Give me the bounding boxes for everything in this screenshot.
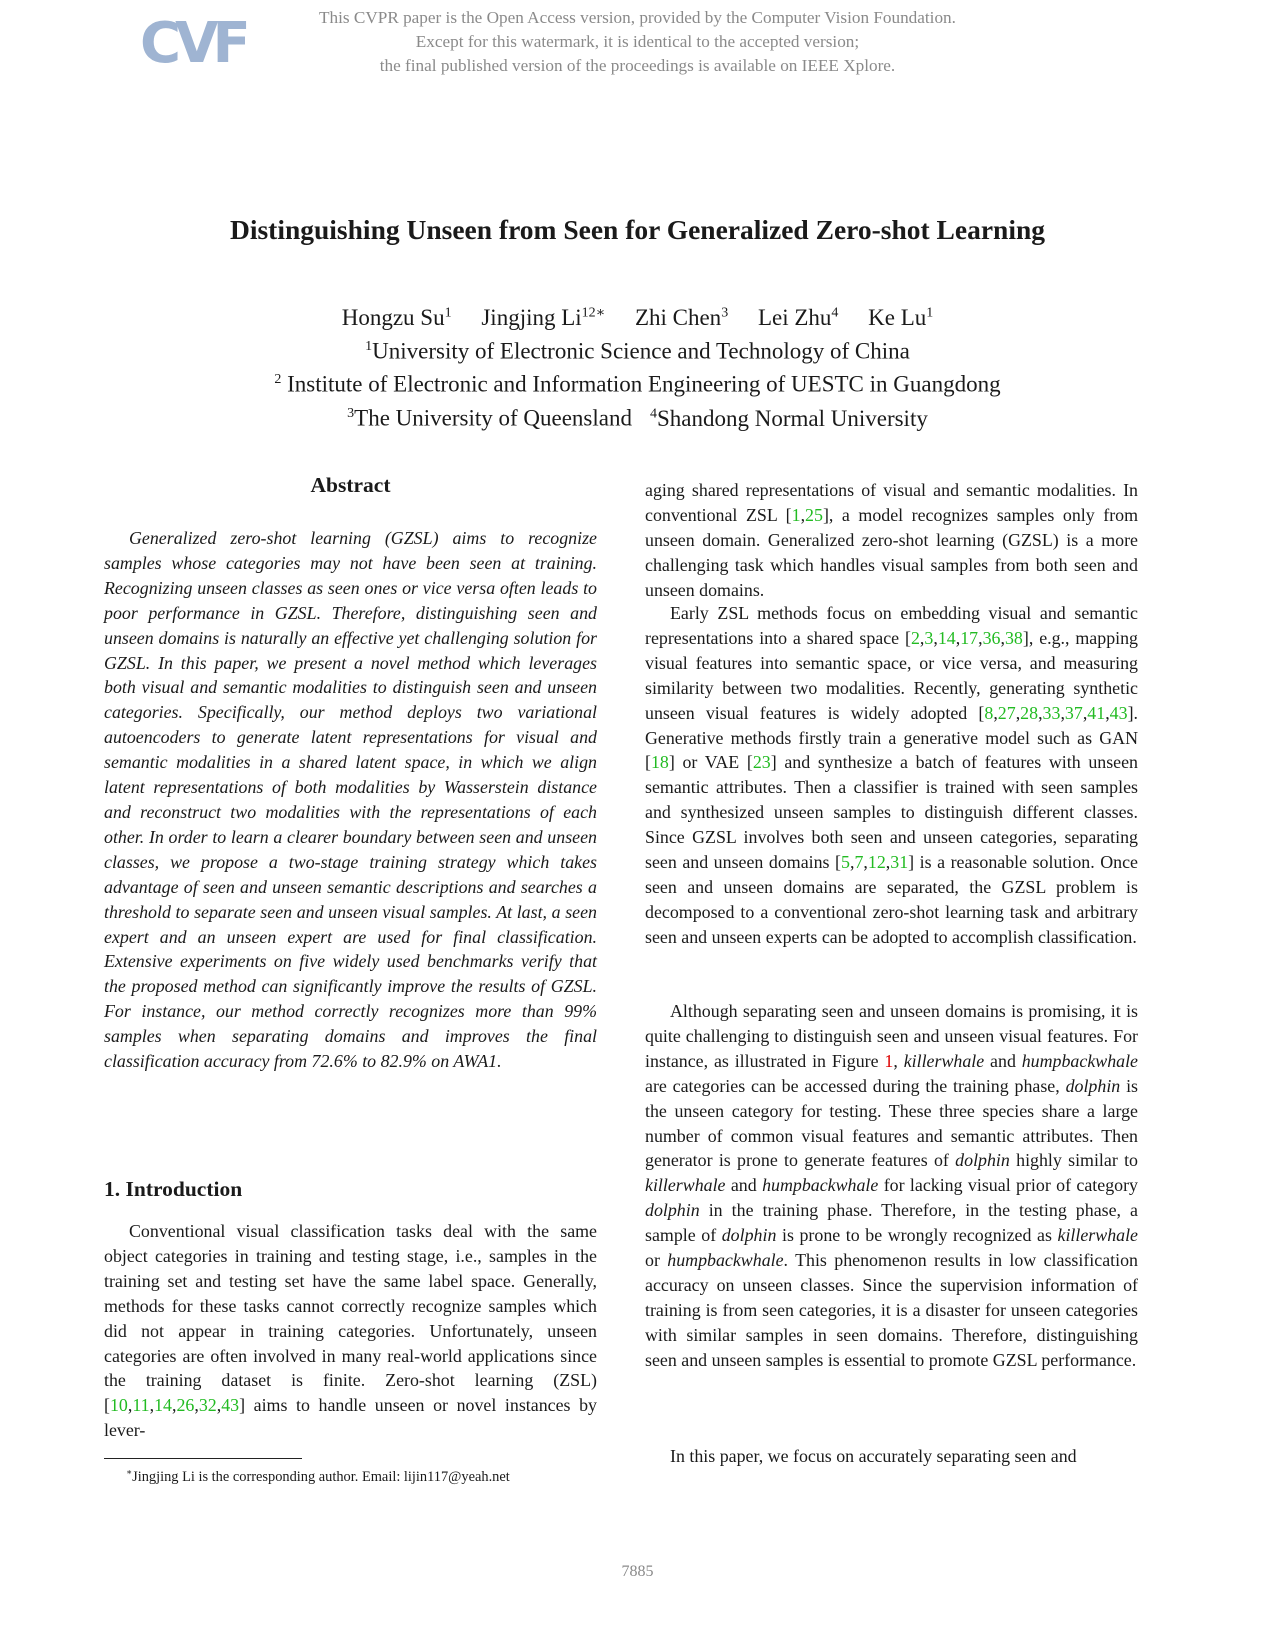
citation-separator: , <box>978 627 983 648</box>
citation-separator: , <box>993 702 998 723</box>
abstract-heading: Abstract <box>310 473 391 497</box>
citation-link[interactable]: 3 <box>924 627 934 648</box>
citation-separator: , <box>1038 702 1043 723</box>
citation-list <box>792 505 823 525</box>
citation-link[interactable]: 5 <box>841 852 850 873</box>
abstract-text: Generalized zero-shot learning (GZSL) aims to recognize samples whose categories may not have been seen at training. Recognizing unseen classes as seen ones or vice versa often leads to poor performance in GZSL. Therefore, distinguishing seen and unseen domains is naturally an effective yet challenging solution for GZSL. In this paper, we present a novel method which leverages both visual and semantic modalities to distinguish seen and unseen categories. Specifically, our method deploys two variational autoencoders to generate latent representations for visual and semantic modalities in a shared latent space, in which we align latent representations of both modalities by Wasserstein distance and reconstruct two modalities with the representations of each other. In order to learn a clearer boundary between seen and unseen classes, we propose a two-stage training strategy which takes advantage of seen and unseen semantic descriptions and searches a threshold to separate seen and unseen visual samples. At last, a seen expert and an unseen expert are used for final classification. Extensive experiments on five widely used benchmarks verify that the proposed method can significantly improve the results of GZSL. For instance, our method correctly recognizes more than 99% samples when separating domains and improves the final classification accuracy from 72.6% to 82.9% on AWA1. <box>104 528 597 1072</box>
intro-paragraph-4: In this paper, we focus on accurately separating seen and <box>670 1446 1077 1466</box>
citation-link[interactable]: 7 <box>854 852 864 873</box>
citation-link[interactable]: 18 <box>650 752 669 773</box>
citation-link[interactable]: 37 <box>1064 702 1083 723</box>
page-number: 7885 <box>621 1563 654 1580</box>
citation-link[interactable]: 1 <box>791 504 801 525</box>
citation-link[interactable]: 25 <box>805 504 823 525</box>
citation-link[interactable]: 8 <box>984 702 994 723</box>
citation-link[interactable]: 14 <box>154 1395 172 1416</box>
citation-link[interactable]: 43 <box>221 1395 240 1416</box>
author-block <box>0 298 1275 433</box>
citation-separator: , <box>127 1395 133 1416</box>
citation-link[interactable]: 27 <box>997 702 1016 723</box>
citation-separator: , <box>216 1395 222 1416</box>
citation-link[interactable]: 10 <box>109 1395 128 1416</box>
citation-separator: , <box>1105 702 1110 723</box>
citation-link[interactable]: 31 <box>890 852 909 873</box>
author: Hongzu Su$^1$ <box>341 304 452 330</box>
watermark-line-1: This CVPR paper is the Open Access version, provided by the Computer Vision Foundation. <box>319 8 956 27</box>
citation-link[interactable]: 38 <box>1004 627 1023 648</box>
section-heading-introduction: 1. Introduction <box>104 1177 243 1201</box>
citation-link[interactable]: 23 <box>752 752 771 773</box>
citation-separator: , <box>1015 702 1021 723</box>
citation-separator: , <box>955 627 961 648</box>
citation-link[interactable]: 11 <box>132 1395 150 1416</box>
figure-reference-link[interactable]: 1 <box>884 1050 894 1071</box>
intro-paragraph-1: Conventional visual classification tasks deal with the same object categories in training and testing stage, i.e., samples in the training set and testing set have the same label space. Generally, methods for these tasks cannot correctly recognize samples which did not appear in training categories. Unfortunately, unseen categories are often involved in many real-world applications since the training dataset is finite. Zero-shot learning (ZSL) [10,11,14,26,32,43] aims to handle unseen or novel instances by lever- <box>104 1221 597 1441</box>
citation-link[interactable]: 33 <box>1042 702 1061 723</box>
open-access-watermark <box>0 6 1275 78</box>
citation-link[interactable]: 17 <box>960 627 979 648</box>
author: Lei Zhu$^4$ <box>757 304 839 330</box>
author: Jingjing $Li^{12∗}$ <box>481 304 606 330</box>
citation-separator: , <box>800 504 806 525</box>
citation-separator: , <box>885 852 891 873</box>
watermark-line-2: Except for this watermark, it is identical to the accepted version; <box>415 32 860 51</box>
citation-link[interactable]: 28 <box>1020 702 1039 723</box>
citation-list <box>911 628 1023 648</box>
citation-separator: , <box>1000 627 1005 648</box>
intro-paragraph-1-continued: aging shared representations of visual and semantic modalities. In conventional ZSL [1,25], a model recognizes samples only from unseen domain. Generalized zero-shot learning (GZSL) is a more challenging task which handles visual samples from both seen and unseen domains. <box>645 480 1139 600</box>
citation-separator: , <box>171 1395 177 1416</box>
citation-link[interactable]: 36 <box>982 627 1001 648</box>
svg-text:CVF: CVF <box>140 11 245 76</box>
citation-link[interactable]: 26 <box>176 1395 195 1416</box>
intro-paragraph-3: Although separating seen and unseen domains is promising, it is quite challenging to distinguish seen and unseen visual features. For instance, as illustrated in Figure 1, killerwhale and humpbackwhale are categories can be accessed during the training phase, dolphin is the unseen category for testing. These three species share a large number of common visual features and semantic attributes. Then generator is prone to generate features of dolphin highly similar to killerwhale and humpbackwhale for lacking visual prior of category dolphin in the training phase. Therefore, in the testing phase, a sample of dolphin is prone to be wrongly recognized as killerwhale or humpbackwhale. This phenomenon results in low classification accuracy on unseen classes. Since the supervision information of training is from seen categories, it is a disaster for unseen categories with similar samples in seen domains. Therefore, distinguishing seen and unseen samples is essential to promote GZSL performance. <box>645 1001 1139 1370</box>
author: Ke Lu$^1$ <box>868 304 934 330</box>
citation-list <box>984 703 1127 723</box>
citation-separator: , <box>194 1395 199 1416</box>
citation-link[interactable]: 41 <box>1087 702 1106 723</box>
affiliation-2: $^2$ Institute of Electronic and Information Engineering of UESTC in Guangdong <box>274 371 1001 397</box>
citation-separator: , <box>1060 702 1065 723</box>
citation-link[interactable]: 14 <box>937 627 956 648</box>
citation-link[interactable]: 2 <box>910 627 920 648</box>
citation-list <box>110 1395 239 1415</box>
citation-separator: , <box>933 627 938 648</box>
watermark-line-3: the final published version of the proceedings is available on IEEE Xplore. <box>379 56 896 75</box>
citation-separator: , <box>849 852 855 873</box>
author: Zhi Chen$^3$ <box>634 304 729 330</box>
citation-separator: , <box>1082 702 1088 723</box>
citation-separator: , <box>919 627 925 648</box>
citation-list <box>841 852 908 872</box>
footnote: ∗Jingjing Li is the corresponding author. Email: lijin117@yeah.net <box>126 1467 510 1485</box>
citation-separator: , <box>149 1395 155 1416</box>
footnote-rule <box>104 1458 302 1459</box>
affiliation-1: $^1$University of Electronic Science and Technology of China <box>365 338 910 364</box>
citation-link[interactable]: 12 <box>867 852 886 873</box>
intro-paragraph-2: Early ZSL methods focus on embedding visual and semantic representations into a shared space [2,3,14,17,36,38], e.g., mapping visual features into semantic space, or vice versa, and measuring similarity between two modalities. Recently, generating synthetic unseen visual features is widely adopted [8,27,28,33,37,41,43]. Generative methods firstly train a generative model such as GAN [18] or VAE [23] and synthesize a batch of features with unseen semantic attributes. Then a classifier is trained with seen samples and synthesized unseen samples to distinguish different classes. Since GZSL involves both seen and unseen categories, separating seen and unseen domains [5,7,12,31] is a reasonable solution. Once seen and unseen domains are separated, the GZSL problem is decomposed to a conventional zero-shot learning task and arbitrary seen and unseen experts can be adopted to accomplish classification. <box>645 603 1139 947</box>
affiliation-3-4: $^3$The University of Queensland $^4$Shandong Normal University <box>347 405 928 431</box>
author-list <box>0 298 1275 332</box>
citation-link[interactable]: 43 <box>1109 702 1128 723</box>
citation-link[interactable]: 32 <box>198 1395 217 1416</box>
paper-title: Distinguishing Unseen from Seen for Generalized Zero-shot Learning <box>229 214 1046 245</box>
citation-separator: , <box>863 852 868 873</box>
